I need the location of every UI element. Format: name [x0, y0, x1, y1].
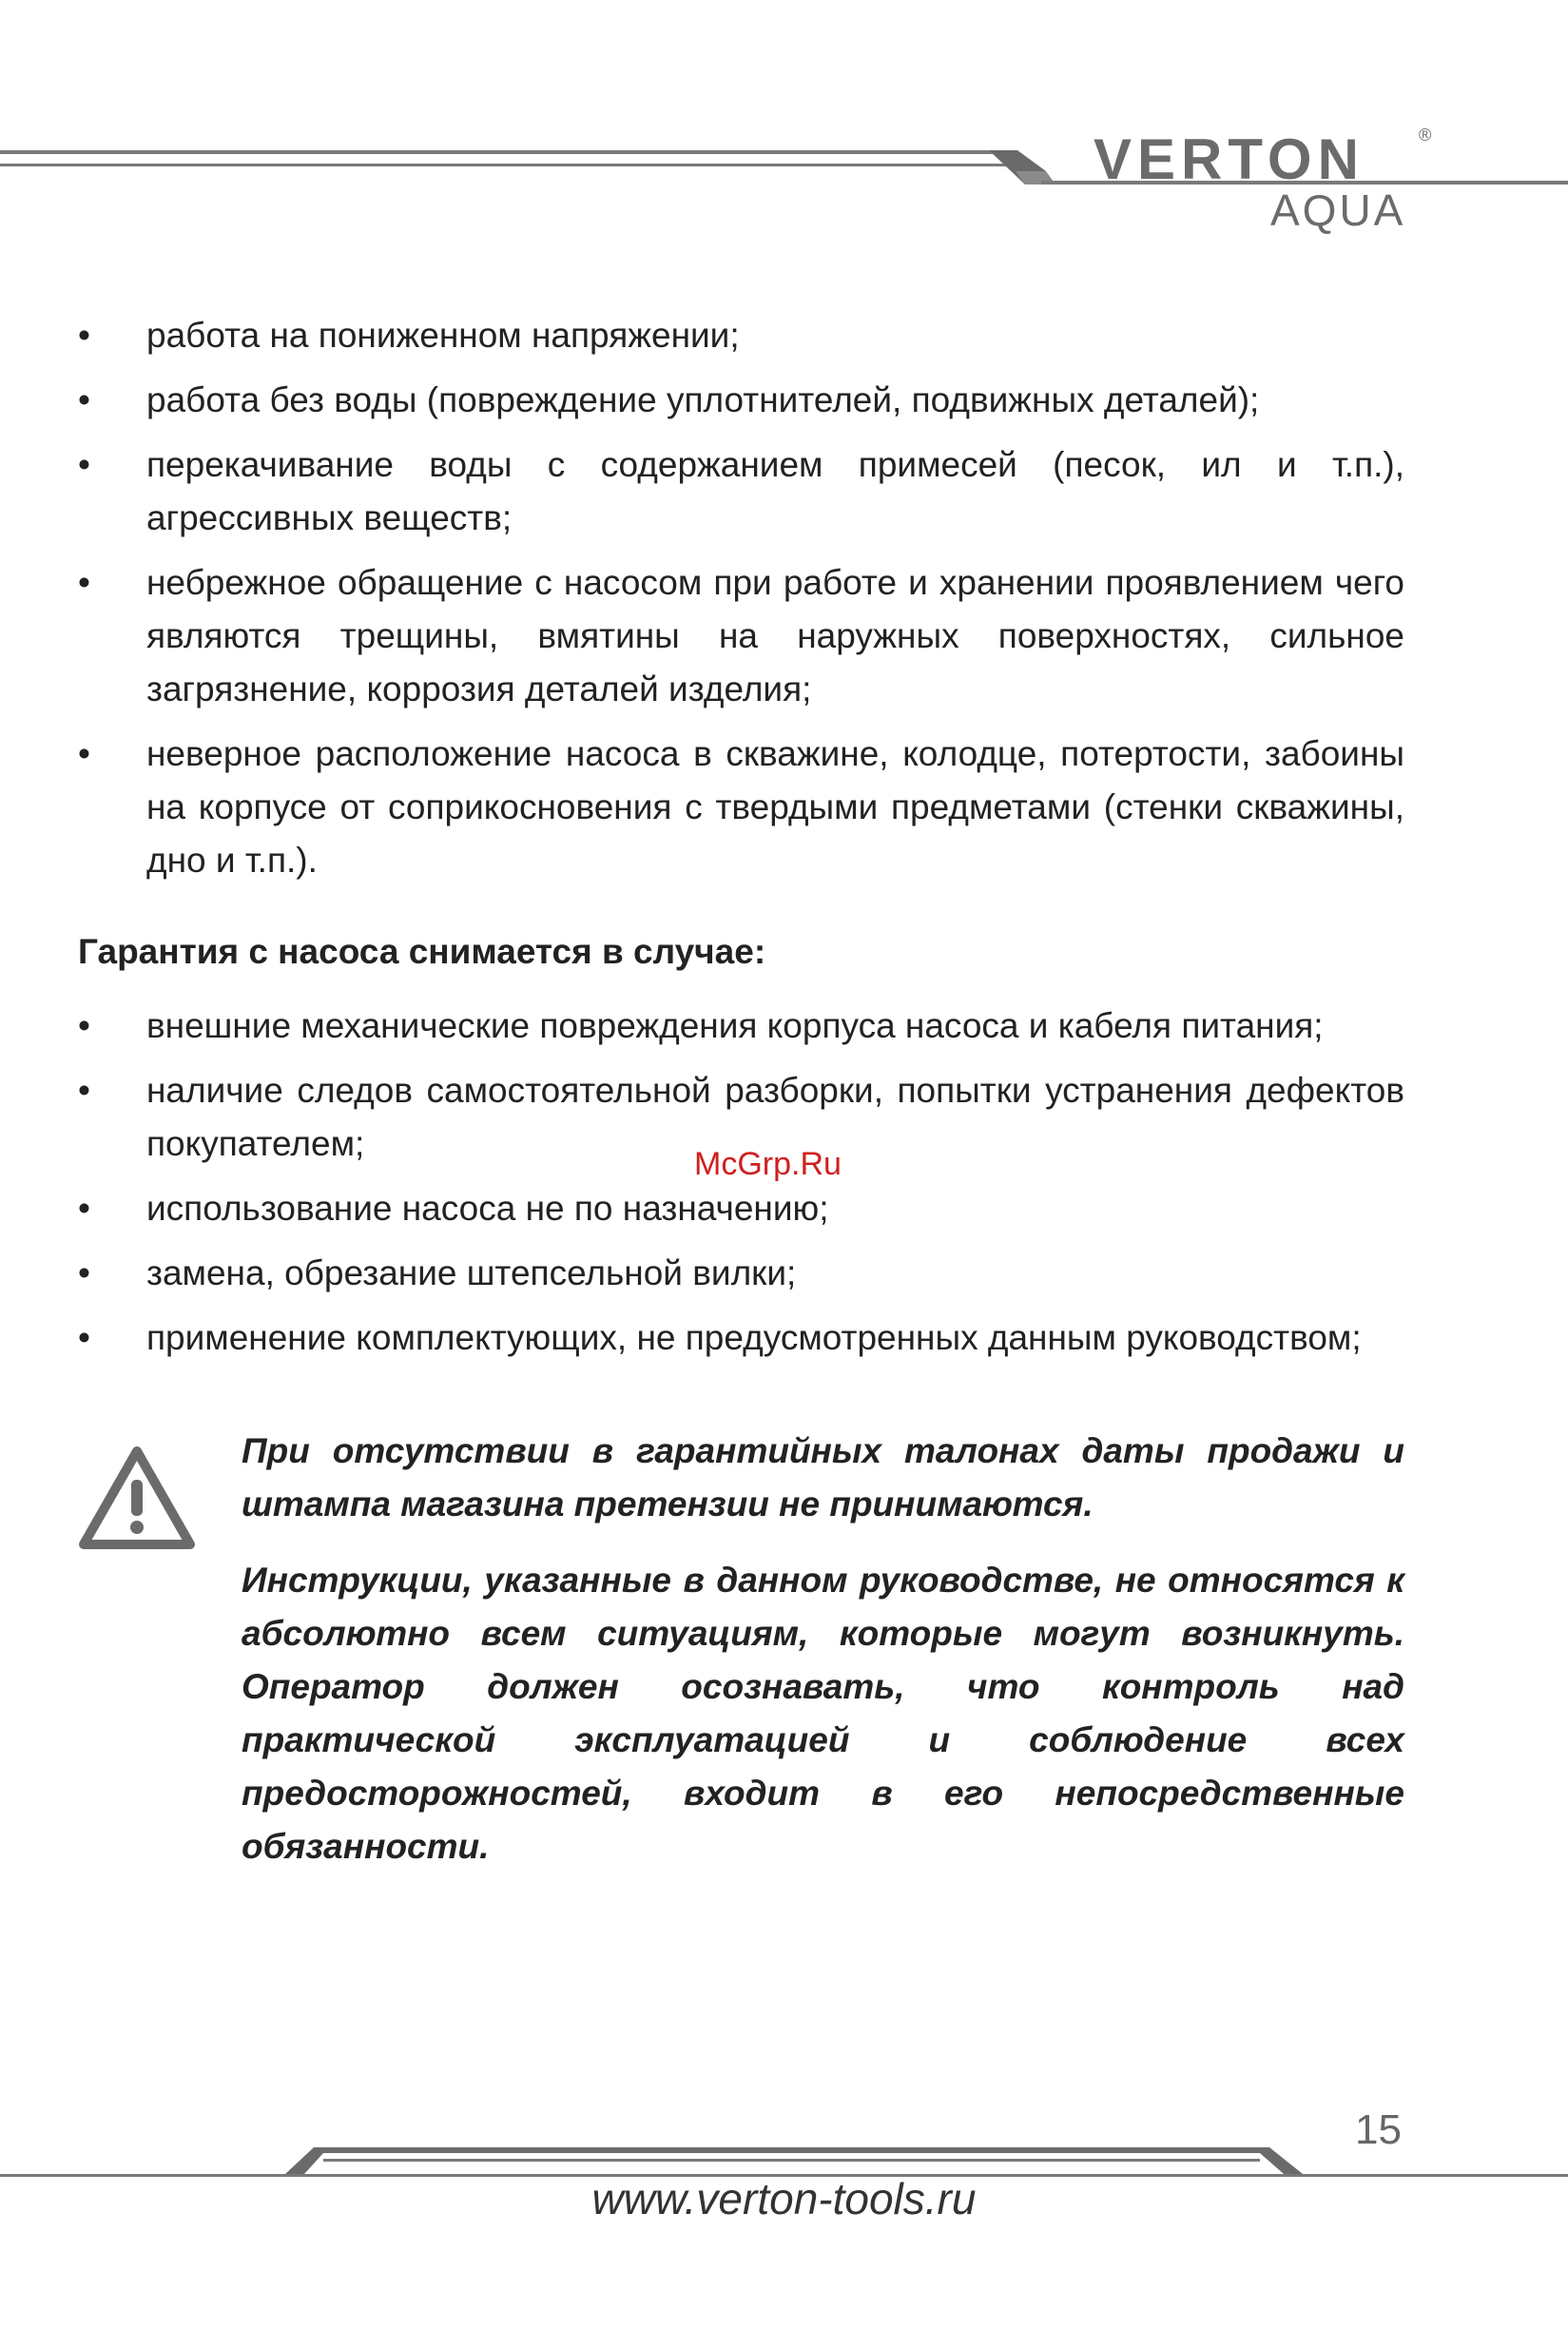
footer-url: www.verton-tools.ru [591, 2174, 977, 2223]
footer-divider [0, 2140, 1568, 2178]
list-item: • неверное расположение насоса в скважине, колодце, потертости, забоины на корпусе от соприкосновения с твердыми предметами (стенки скважины, дно и т.п.). [78, 728, 1404, 887]
logo-registered-mark: ® [1419, 126, 1432, 145]
warning-triangle-icon [78, 1446, 196, 1552]
main-content [78, 309, 1404, 1376]
list-item: • работа без воды (повреждение уплотнителей, подвижных деталей); [78, 374, 1404, 427]
warranty-heading: Гарантия с насоса снимается в случае: [78, 932, 766, 971]
warning-text [242, 1425, 1404, 1896]
list-item: • замена, обрезание штепсельной вилки; [78, 1247, 1404, 1300]
warning-paragraph-2: Инструкции, указанные в данном руководстве, не относятся к абсолютно всем ситуациям, которые могут возникнуть. Оператор должен осознавать, что контроль над практической эксплуатацией и соблюдение всех предосторожностей, входит в его непосредственные обязанности. [242, 1561, 1404, 1866]
watermark: McGrp.Ru [694, 1146, 842, 1182]
list-item: • использование насоса не по назначению; [78, 1182, 1404, 1235]
list-item: • небрежное обращение с насосом при работе и хранении проявлением чего являются трещины, вмятины на наружных поверхностях, сильное загрязнение, коррозия деталей изделия; [78, 556, 1404, 716]
list-item: • работа на пониженном напряжении; [78, 309, 1404, 362]
list-item: • наличие следов самостоятельной разборки, попытки устранения дефектов покупателем; [78, 1064, 1404, 1171]
page-number: 15 [1355, 2106, 1402, 2153]
logo-sub-brand: AQUA [1270, 185, 1406, 235]
condition-list [78, 309, 1404, 887]
brand-logo [1094, 126, 1436, 236]
warning-paragraph-1: При отсутствии в гарантийных талонах даты продажи и штампа магазина претензии не принимаются. [242, 1431, 1404, 1524]
list-item: • перекачивание воды с содержанием примесей (песок, ил и т.п.), агрессивных веществ; [78, 438, 1404, 545]
list-item: • применение комплектующих, не предусмотренных данным руководством; [78, 1311, 1404, 1365]
logo-brand: VERTON [1094, 127, 1365, 191]
list-item: • внешние механические повреждения корпуса насоса и кабеля питания; [78, 1000, 1404, 1053]
